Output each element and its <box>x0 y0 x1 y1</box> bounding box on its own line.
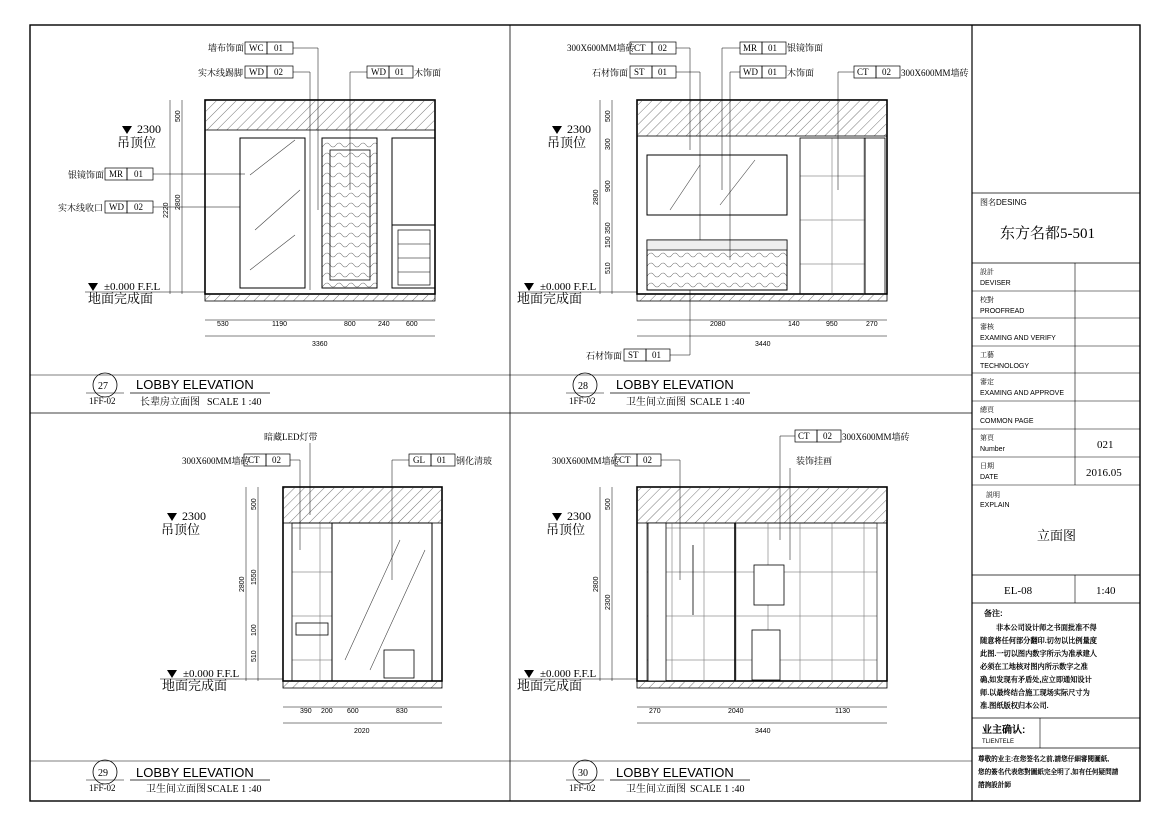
svg-text:非本公司设计师之书面批准不得: 非本公司设计师之书面批准不得 <box>996 623 1097 632</box>
svg-text:3360: 3360 <box>312 341 328 348</box>
svg-text:100: 100 <box>251 624 258 636</box>
drawing-number: EL-08 <box>1004 585 1033 597</box>
svg-text:准.图纸版权归本公司.: 准.图纸版权归本公司. <box>980 701 1049 710</box>
svg-text:900: 900 <box>605 180 612 192</box>
svg-text:300X600MM墙砖: 300X600MM墙砖 <box>567 43 635 53</box>
svg-text:1550: 1550 <box>251 569 258 585</box>
floor-slab <box>205 294 435 301</box>
svg-text:吊顶位: 吊顶位 <box>161 522 201 537</box>
svg-text:吊顶位: 吊顶位 <box>546 522 586 537</box>
panel-27 <box>58 42 441 408</box>
svg-text:EXAMING AND VERIFY: EXAMING AND VERIFY <box>980 335 1056 342</box>
svg-text:墙布饰面: 墙布饰面 <box>208 43 245 53</box>
svg-text:COMMON PAGE: COMMON PAGE <box>980 418 1034 425</box>
svg-text:300X600MM墙砖: 300X600MM墙砖 <box>901 68 969 78</box>
svg-text:530: 530 <box>217 321 229 328</box>
svg-text:審核: 審核 <box>980 324 994 331</box>
svg-text:实木线踢脚: 实木线踢脚 <box>198 68 244 78</box>
svg-text:卫生间立面图: 卫生间立面图 <box>626 784 686 795</box>
svg-text:350: 350 <box>605 222 612 234</box>
svg-text:總頁: 總頁 <box>980 407 994 414</box>
svg-text:02: 02 <box>882 67 891 77</box>
drawing-name-label: 图名DESING <box>980 198 1027 207</box>
title-block <box>972 193 1140 789</box>
ceiling-hatch <box>205 100 435 130</box>
svg-text:PROOFREAD: PROOFREAD <box>980 308 1025 315</box>
svg-text:2800: 2800 <box>175 194 182 210</box>
svg-text:説明: 説明 <box>986 492 1000 499</box>
svg-text:510: 510 <box>605 262 612 274</box>
svg-text:卫生间立面图: 卫生间立面图 <box>626 397 686 408</box>
panel-30 <box>517 430 910 795</box>
svg-text:02: 02 <box>134 202 143 212</box>
svg-text:審定: 審定 <box>980 379 994 386</box>
svg-text:CT: CT <box>798 431 810 441</box>
svg-text:MR: MR <box>743 43 758 53</box>
svg-text:600: 600 <box>406 321 418 328</box>
svg-text:TECHNOLOGY: TECHNOLOGY <box>980 363 1030 370</box>
svg-text:DEVISER: DEVISER <box>980 280 1011 287</box>
explain-value: 立面图 <box>1037 528 1077 543</box>
date-value: 2016.05 <box>1086 467 1122 479</box>
svg-text:LOBBY ELEVATION: LOBBY ELEVATION <box>616 377 734 392</box>
svg-text:ST: ST <box>634 67 645 77</box>
svg-text:EXPLAIN: EXPLAIN <box>980 502 1010 509</box>
svg-text:WC: WC <box>249 43 264 53</box>
svg-text:随意将任何部分翻印.切勿以比例量度: 随意将任何部分翻印.切勿以比例量度 <box>980 636 1097 645</box>
svg-text:卫生间立面图: 卫生间立面图 <box>146 784 206 795</box>
svg-text:2040: 2040 <box>728 708 744 715</box>
svg-text:备注:: 备注: <box>984 609 1003 618</box>
svg-text:CT: CT <box>619 455 631 465</box>
svg-text:830: 830 <box>396 708 408 715</box>
svg-text:WD: WD <box>371 67 386 77</box>
svg-text:业主确认:: 业主确认: <box>982 725 1026 736</box>
svg-text:WD: WD <box>109 202 124 212</box>
cabinet <box>392 138 435 288</box>
svg-text:3440: 3440 <box>755 728 771 735</box>
svg-text:02: 02 <box>274 67 283 77</box>
svg-text:01: 01 <box>768 43 777 53</box>
svg-text:MR: MR <box>109 169 124 179</box>
svg-text:150: 150 <box>605 236 612 248</box>
svg-text:01: 01 <box>395 67 404 77</box>
svg-text:510: 510 <box>251 650 258 662</box>
svg-text:500: 500 <box>605 498 612 510</box>
svg-text:TLIENTELE: TLIENTELE <box>982 739 1015 745</box>
svg-text:木饰面: 木饰面 <box>414 68 442 78</box>
svg-text:CT: CT <box>248 455 260 465</box>
svg-text:02: 02 <box>643 455 652 465</box>
svg-text:EXAMING AND APPROVE: EXAMING AND APPROVE <box>980 390 1065 397</box>
svg-text:30: 30 <box>578 768 588 779</box>
svg-text:校對: 校對 <box>980 297 994 304</box>
svg-text:27: 27 <box>98 381 108 392</box>
svg-text:ST: ST <box>628 350 639 360</box>
glass-partition <box>332 523 432 681</box>
svg-text:3440: 3440 <box>755 341 771 348</box>
svg-text:装饰挂画: 装饰挂画 <box>796 456 833 466</box>
svg-text:GL: GL <box>413 455 425 465</box>
svg-text:270: 270 <box>649 708 661 715</box>
svg-text:2080: 2080 <box>710 321 726 328</box>
svg-text:CT: CT <box>857 67 869 77</box>
svg-text:钢化清玻: 钢化清玻 <box>456 456 493 466</box>
svg-text:300X600MM墙砖: 300X600MM墙砖 <box>842 432 910 442</box>
svg-text:270: 270 <box>866 321 878 328</box>
svg-text:工藝: 工藝 <box>980 352 994 359</box>
svg-text:240: 240 <box>378 321 390 328</box>
svg-text:地面完成面: 地面完成面 <box>517 291 583 306</box>
floor-level: ±0.000 F.F.L <box>104 281 161 293</box>
svg-text:长辈房立面图: 长辈房立面图 <box>140 397 200 408</box>
svg-text:01: 01 <box>658 67 667 77</box>
svg-text:±0.000 F.F.L: ±0.000 F.F.L <box>540 668 597 680</box>
svg-text:600: 600 <box>347 708 359 715</box>
svg-text:SCALE 1 :40: SCALE 1 :40 <box>690 784 745 795</box>
floor-label: 地面完成面 <box>88 291 154 306</box>
svg-text:300: 300 <box>605 138 612 150</box>
svg-text:暗藏LED灯带: 暗藏LED灯带 <box>264 432 318 442</box>
svg-text:2800: 2800 <box>239 576 246 592</box>
svg-text:必须在工地核对图内所示数字之准: 必须在工地核对图内所示数字之准 <box>980 662 1088 671</box>
svg-text:SCALE 1 :40: SCALE 1 :40 <box>207 397 262 408</box>
svg-text:地面完成面: 地面完成面 <box>162 678 228 693</box>
svg-text:尊敬的业主:在您签名之前,請您仔細審閱圖紙,: 尊敬的业主:在您签名之前,請您仔細審閱圖紙, <box>978 756 1110 763</box>
panel-29 <box>86 431 492 795</box>
svg-text:WD: WD <box>249 67 264 77</box>
svg-text:石材饰面: 石材饰面 <box>592 68 629 78</box>
svg-text:实木线收口: 实木线收口 <box>58 203 104 213</box>
svg-text:LOBBY ELEVATION: LOBBY ELEVATION <box>616 765 734 780</box>
svg-text:银镜饰面: 银镜饰面 <box>68 170 105 180</box>
svg-text:02: 02 <box>658 43 667 53</box>
svg-text:木饰面: 木饰面 <box>787 68 815 78</box>
scale-value: 1:40 <box>1096 585 1116 597</box>
title-rows <box>972 267 1140 485</box>
svg-text:师.以最终结合施工现场实际尺寸为: 师.以最终结合施工现场实际尺寸为 <box>980 688 1090 697</box>
svg-text:2800: 2800 <box>593 576 600 592</box>
mirror-door <box>240 138 305 288</box>
svg-text:银镜饰面: 银镜饰面 <box>787 43 824 53</box>
svg-text:諮詢設計師: 諮詢設計師 <box>978 782 1011 789</box>
svg-text:日期: 日期 <box>980 463 994 470</box>
svg-text:2800: 2800 <box>593 189 600 205</box>
svg-text:200: 200 <box>321 708 333 715</box>
svg-text:吊顶位: 吊顶位 <box>547 135 587 150</box>
page-number: 021 <box>1097 439 1114 451</box>
svg-text:950: 950 <box>826 321 838 328</box>
svg-text:WD: WD <box>743 67 758 77</box>
panel-heading: LOBBY ELEVATION <box>136 377 254 392</box>
svg-text:确,如发现有矛盾处,应立即通知设计: 确,如发现有矛盾处,应立即通知设计 <box>980 675 1092 684</box>
svg-text:02: 02 <box>272 455 281 465</box>
svg-text:2020: 2020 <box>354 728 370 735</box>
svg-text:CT: CT <box>634 43 646 53</box>
svg-text:2300: 2300 <box>182 509 206 523</box>
svg-text:此图.一切以图内数字所示为准承建人: 此图.一切以图内数字所示为准承建人 <box>980 649 1097 658</box>
svg-text:1FF-02: 1FF-02 <box>89 783 116 793</box>
svg-text:±0.000 F.F.L: ±0.000 F.F.L <box>183 668 240 680</box>
svg-text:2300: 2300 <box>605 594 612 610</box>
project-name: 东方名都5-501 <box>1000 226 1095 242</box>
decorative-painting <box>754 565 784 605</box>
svg-text:390: 390 <box>300 708 312 715</box>
svg-text:LOBBY ELEVATION: LOBBY ELEVATION <box>136 765 254 780</box>
svg-text:1130: 1130 <box>835 708 851 715</box>
svg-text:石材饰面: 石材饰面 <box>586 351 623 361</box>
svg-text:28: 28 <box>578 381 588 392</box>
svg-text:800: 800 <box>344 321 356 328</box>
svg-text:29: 29 <box>98 768 108 779</box>
svg-text:±0.000 F.F.L: ±0.000 F.F.L <box>540 281 597 293</box>
svg-text:地面完成面: 地面完成面 <box>517 678 583 693</box>
svg-text:300X600MM墙砖: 300X600MM墙砖 <box>182 456 250 466</box>
svg-text:01: 01 <box>437 455 446 465</box>
svg-text:Number: Number <box>980 446 1005 453</box>
svg-text:1190: 1190 <box>272 321 288 328</box>
svg-text:1FF-02: 1FF-02 <box>569 783 596 793</box>
svg-text:DATE: DATE <box>980 474 999 481</box>
mirror <box>647 155 787 215</box>
ceiling-level: 2300 <box>137 122 161 136</box>
svg-text:01: 01 <box>652 350 661 360</box>
svg-text:2220: 2220 <box>163 202 170 218</box>
svg-text:第頁: 第頁 <box>980 435 994 442</box>
svg-text:140: 140 <box>788 321 800 328</box>
panel-28 <box>517 42 969 408</box>
svg-text:2300: 2300 <box>567 122 591 136</box>
svg-text:SCALE 1 :40: SCALE 1 :40 <box>690 397 745 408</box>
svg-text:1FF-02: 1FF-02 <box>89 396 116 406</box>
svg-text:500: 500 <box>175 110 182 122</box>
svg-text:300X600MM墙砖: 300X600MM墙砖 <box>552 456 620 466</box>
svg-text:1FF-02: 1FF-02 <box>569 396 596 406</box>
svg-text:您的簽名代表您對圖紙完全明了,如有任何疑問請: 您的簽名代表您對圖紙完全明了,如有任何疑問請 <box>978 769 1119 776</box>
ceiling-label: 吊顶位 <box>117 135 157 150</box>
svg-text:2300: 2300 <box>567 509 591 523</box>
svg-text:500: 500 <box>605 110 612 122</box>
svg-text:SCALE 1 :40: SCALE 1 :40 <box>207 784 262 795</box>
svg-text:01: 01 <box>274 43 283 53</box>
svg-text:01: 01 <box>768 67 777 77</box>
svg-text:01: 01 <box>134 169 143 179</box>
svg-text:500: 500 <box>251 498 258 510</box>
svg-text:02: 02 <box>823 431 832 441</box>
svg-text:設計: 設計 <box>980 269 994 276</box>
